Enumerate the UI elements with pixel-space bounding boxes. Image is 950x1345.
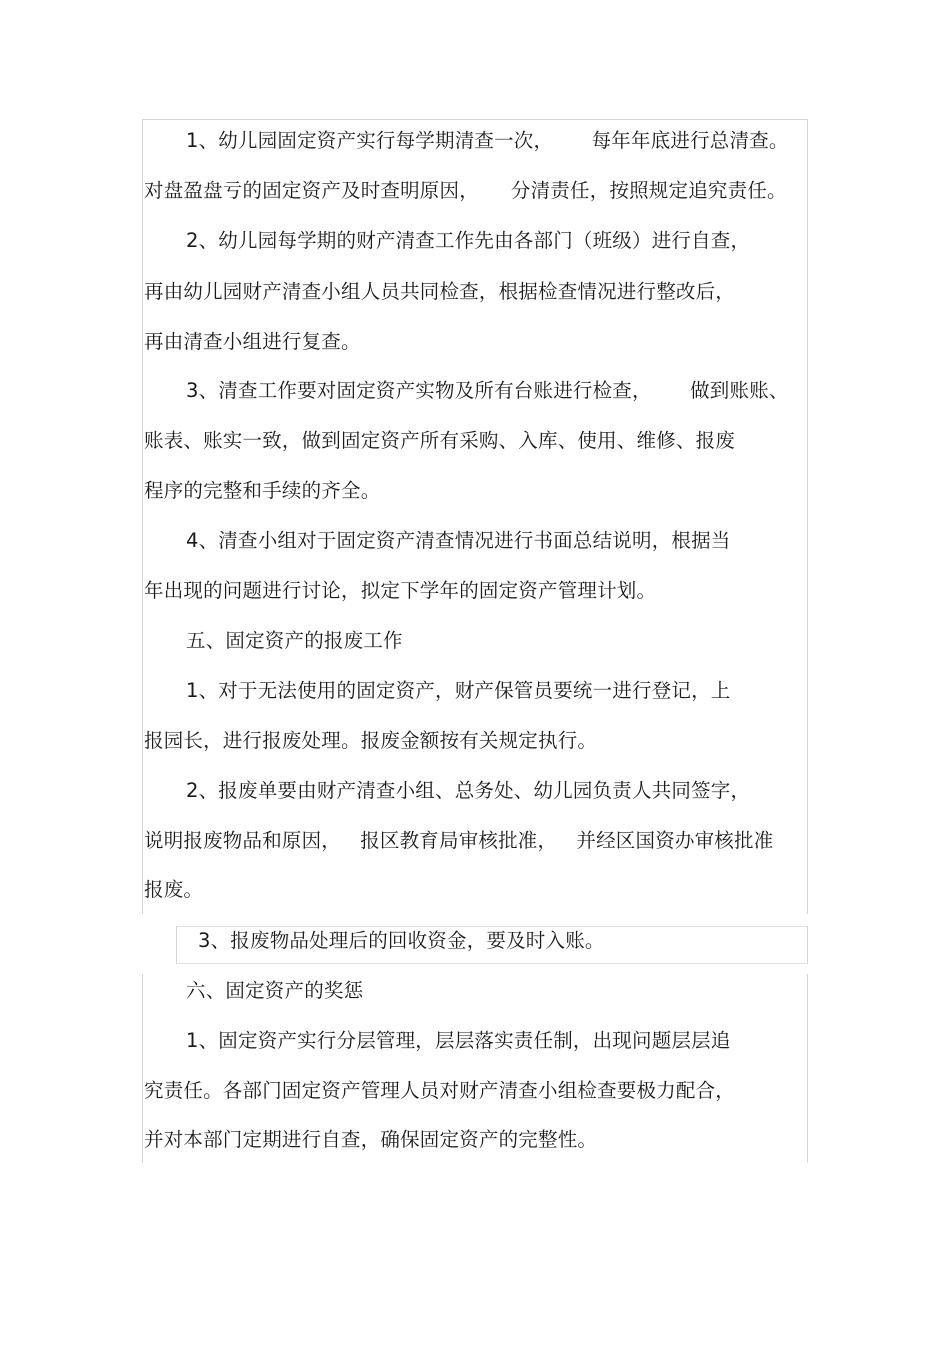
text-line: 究责任。各部门固定资产管理人员对财产清查小组检查要极力配合， bbox=[144, 1079, 736, 1102]
text-line: 报废。 bbox=[144, 878, 204, 901]
text-line: 2、幼儿园每学期的财产清查工作先由各部门（班级）进行自查， bbox=[186, 229, 751, 252]
text-line: 账表、账实一致，做到固定资产所有采购、入库、使用、维修、报废 bbox=[144, 429, 736, 452]
text-line: 1、固定资产实行分层管理，层层落实责任制，出现问题层层追 bbox=[186, 1029, 731, 1052]
text-line: 报园长，进行报废处理。报废金额按有关规定执行。 bbox=[144, 729, 598, 752]
text-line: 4、清查小组对于固定资产清查情况进行书面总结说明，根据当 bbox=[186, 529, 731, 552]
text-line: 3、报废物品处理后的回收资金，要及时入账。 bbox=[198, 929, 605, 952]
text-line: 并对本部门定期进行自查，确保固定资产的完整性。 bbox=[144, 1128, 598, 1151]
text-line: 2、报废单要由财产清查小组、总务处、幼儿园负责人共同签字， bbox=[186, 779, 751, 802]
text-line: 年出现的问题进行讨论，拟定下学年的固定资产管理计划。 bbox=[144, 579, 657, 602]
text-line: 1、对于无法使用的固定资产，财产保管员要统一进行登记，上 bbox=[186, 679, 731, 702]
text-line: 再由幼儿园财产清查小组人员共同检查，根据检查情况进行整改后， bbox=[144, 280, 736, 303]
text-line: 对盘盈盘亏的固定资产及时查明原因， 分清责任，按照规定追究责任。 bbox=[144, 179, 787, 202]
text-line: 说明报废物品和原因， 报区教育局审核批准， 并经区国资办审核批准 bbox=[144, 829, 774, 852]
text-line: 3、清查工作要对固定资产实物及所有台账进行检查， 做到账账、 bbox=[186, 379, 789, 402]
section-heading: 六、固定资产的奖惩 bbox=[186, 979, 364, 1002]
text-line: 再由清查小组进行复查。 bbox=[144, 330, 361, 353]
text-line: 1、幼儿园固定资产实行每学期清查一次， 每年年底进行总清查。 bbox=[186, 129, 789, 152]
text-line: 程序的完整和手续的齐全。 bbox=[144, 479, 381, 502]
section-heading: 五、固定资产的报废工作 bbox=[186, 629, 403, 652]
